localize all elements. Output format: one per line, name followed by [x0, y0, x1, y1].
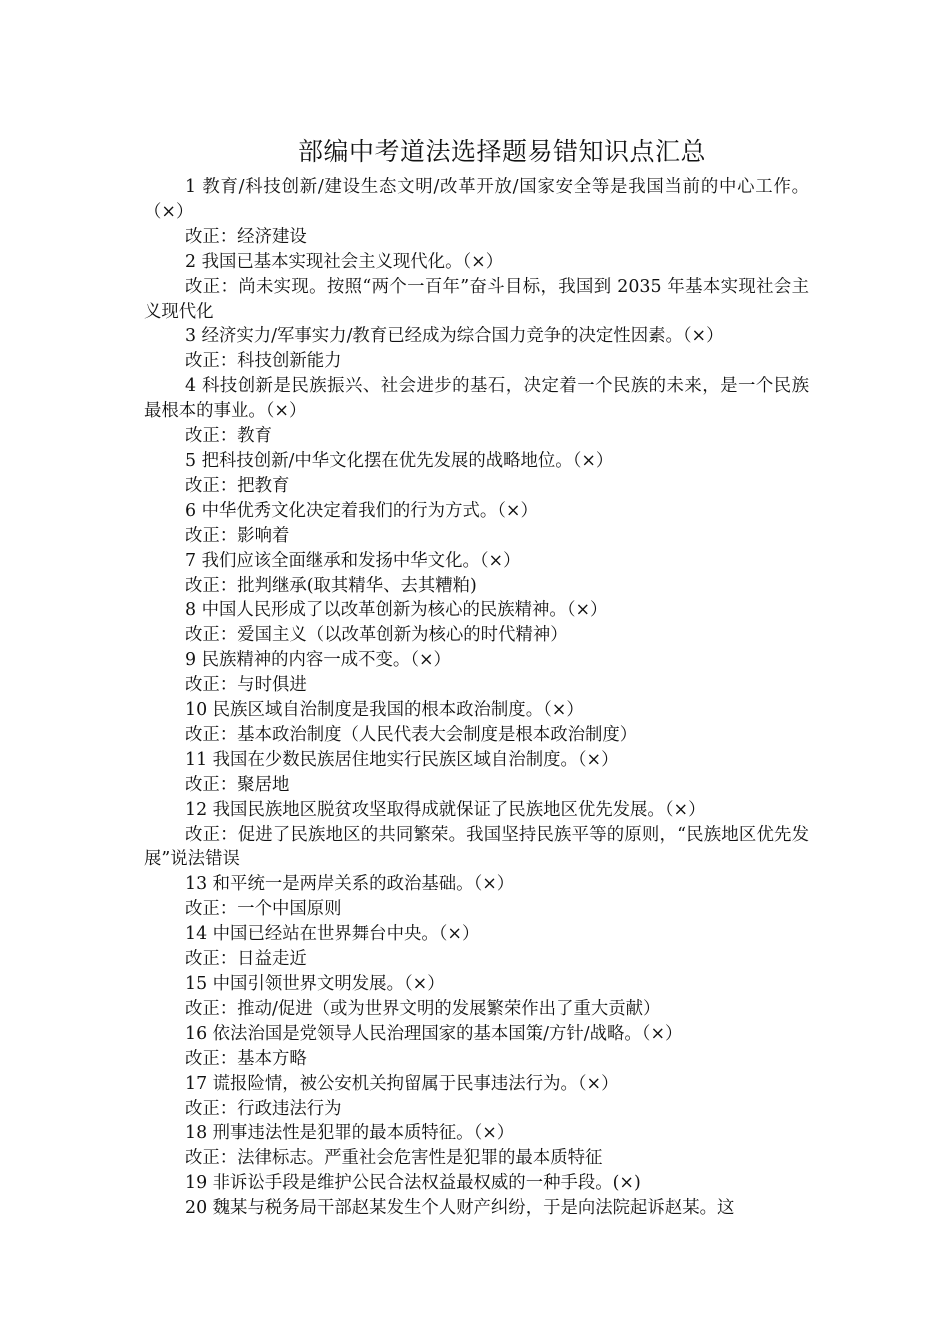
paragraph: 1 教育/科技创新/建设生态文明/改革开放/国家安全等是我国当前的中心工作。（×） [144, 177, 809, 222]
paragraph: 改正：尚未实现。按照“两个一百年”奋斗目标，我国到 2035 年基本实现社会主义现代化 [144, 276, 809, 322]
paragraph: 17 谎报险情，被公安机关拘留属于民事违法行为。（×） [185, 1073, 619, 1094]
paragraph: 改正：法律标志。严重社会危害性是犯罪的最本质特征 [185, 1148, 603, 1169]
paragraph: 改正：与时俱进 [185, 675, 307, 696]
paragraph: 改正：批判继承(取其精华、去其糟粕) [185, 575, 477, 596]
paragraph: 改正：基本政治制度（人民代表大会制度是根本政治制度） [185, 724, 638, 745]
paragraph: 改正：科技创新能力 [185, 351, 342, 372]
paragraph: 7 我们应该全面继承和发扬中华文化。（×） [185, 550, 521, 571]
paragraph: 改正：爱国主义（以改革创新为核心的时代精神） [185, 625, 568, 646]
paragraph: 5 把科技创新/中华文化摆在优先发展的战略地位。（×） [185, 450, 614, 471]
paragraph: 20 魏某与税务局干部赵某发生个人财产纠纷，于是向法院起诉赵某。这 [185, 1198, 735, 1219]
paragraph: 19 非诉讼手段是维护公民合法权益最权威的一种手段。(×) [185, 1173, 641, 1194]
document-title: 部编中考道法选择题易错知识点汇总 [297, 137, 706, 166]
paragraph: 改正：推动/促进（或为世界文明的发展繁荣作出了重大贡献） [185, 998, 661, 1019]
paragraph: 16 依法治国是党领导人民治理国家的基本国策/方针/战略。（×） [185, 1023, 683, 1044]
paragraph: 改正：聚居地 [185, 774, 290, 795]
paragraph: 6 中华优秀文化决定着我们的行为方式。（×） [185, 500, 538, 521]
paragraph: 改正：教育 [185, 426, 272, 447]
paragraph: 12 我国民族地区脱贫攻坚取得成就保证了民族地区优先发展。（×） [185, 799, 706, 820]
paragraph: 11 我国在少数民族居住地实行民族区域自治制度。（×） [185, 749, 619, 770]
paragraph: 8 中国人民形成了以改革创新为核心的民族精神。（×） [185, 600, 608, 621]
paragraph: 改正：一个中国原则 [185, 899, 342, 920]
paragraph: 15 中国引领世界文明发展。（×） [185, 974, 445, 994]
paragraph: 2 我国已基本实现社会主义现代化。（×） [185, 251, 504, 272]
paragraph: 改正：把教育 [185, 475, 290, 496]
paragraph: 14 中国已经站在世界舞台中央。（×） [185, 924, 480, 945]
paragraph: 3 经济实力/军事实力/教育已经成为综合国力竞争的决定性因素。（×） [185, 326, 724, 347]
paragraph: 改正：经济建设 [185, 226, 307, 247]
paragraph: 18 刑事违法性是犯罪的最本质特征。（×） [185, 1123, 515, 1144]
document-body [144, 175, 809, 1221]
paragraph: 13 和平统一是两岸关系的政治基础。（×） [185, 874, 515, 895]
paragraph: 改正：基本方略 [185, 1048, 307, 1069]
paragraph: 改正：促进了民族地区的共同繁荣。我国坚持民族平等的原则，“民族地区优先发展”说法错误 [144, 824, 809, 870]
paragraph: 改正：日益走近 [185, 949, 307, 970]
paragraph: 改正：影响着 [185, 525, 290, 546]
paragraph: 改正：行政违法行为 [185, 1098, 342, 1119]
paragraph: 10 民族区域自治制度是我国的根本政治制度。（×） [185, 700, 584, 721]
paragraph: 9 民族精神的内容一成不变。（×） [185, 650, 451, 671]
paragraph: 4 科技创新是民族振兴、社会进步的基石，决定着一个民族的未来，是一个民族最根本的事业。（×） [144, 376, 809, 422]
